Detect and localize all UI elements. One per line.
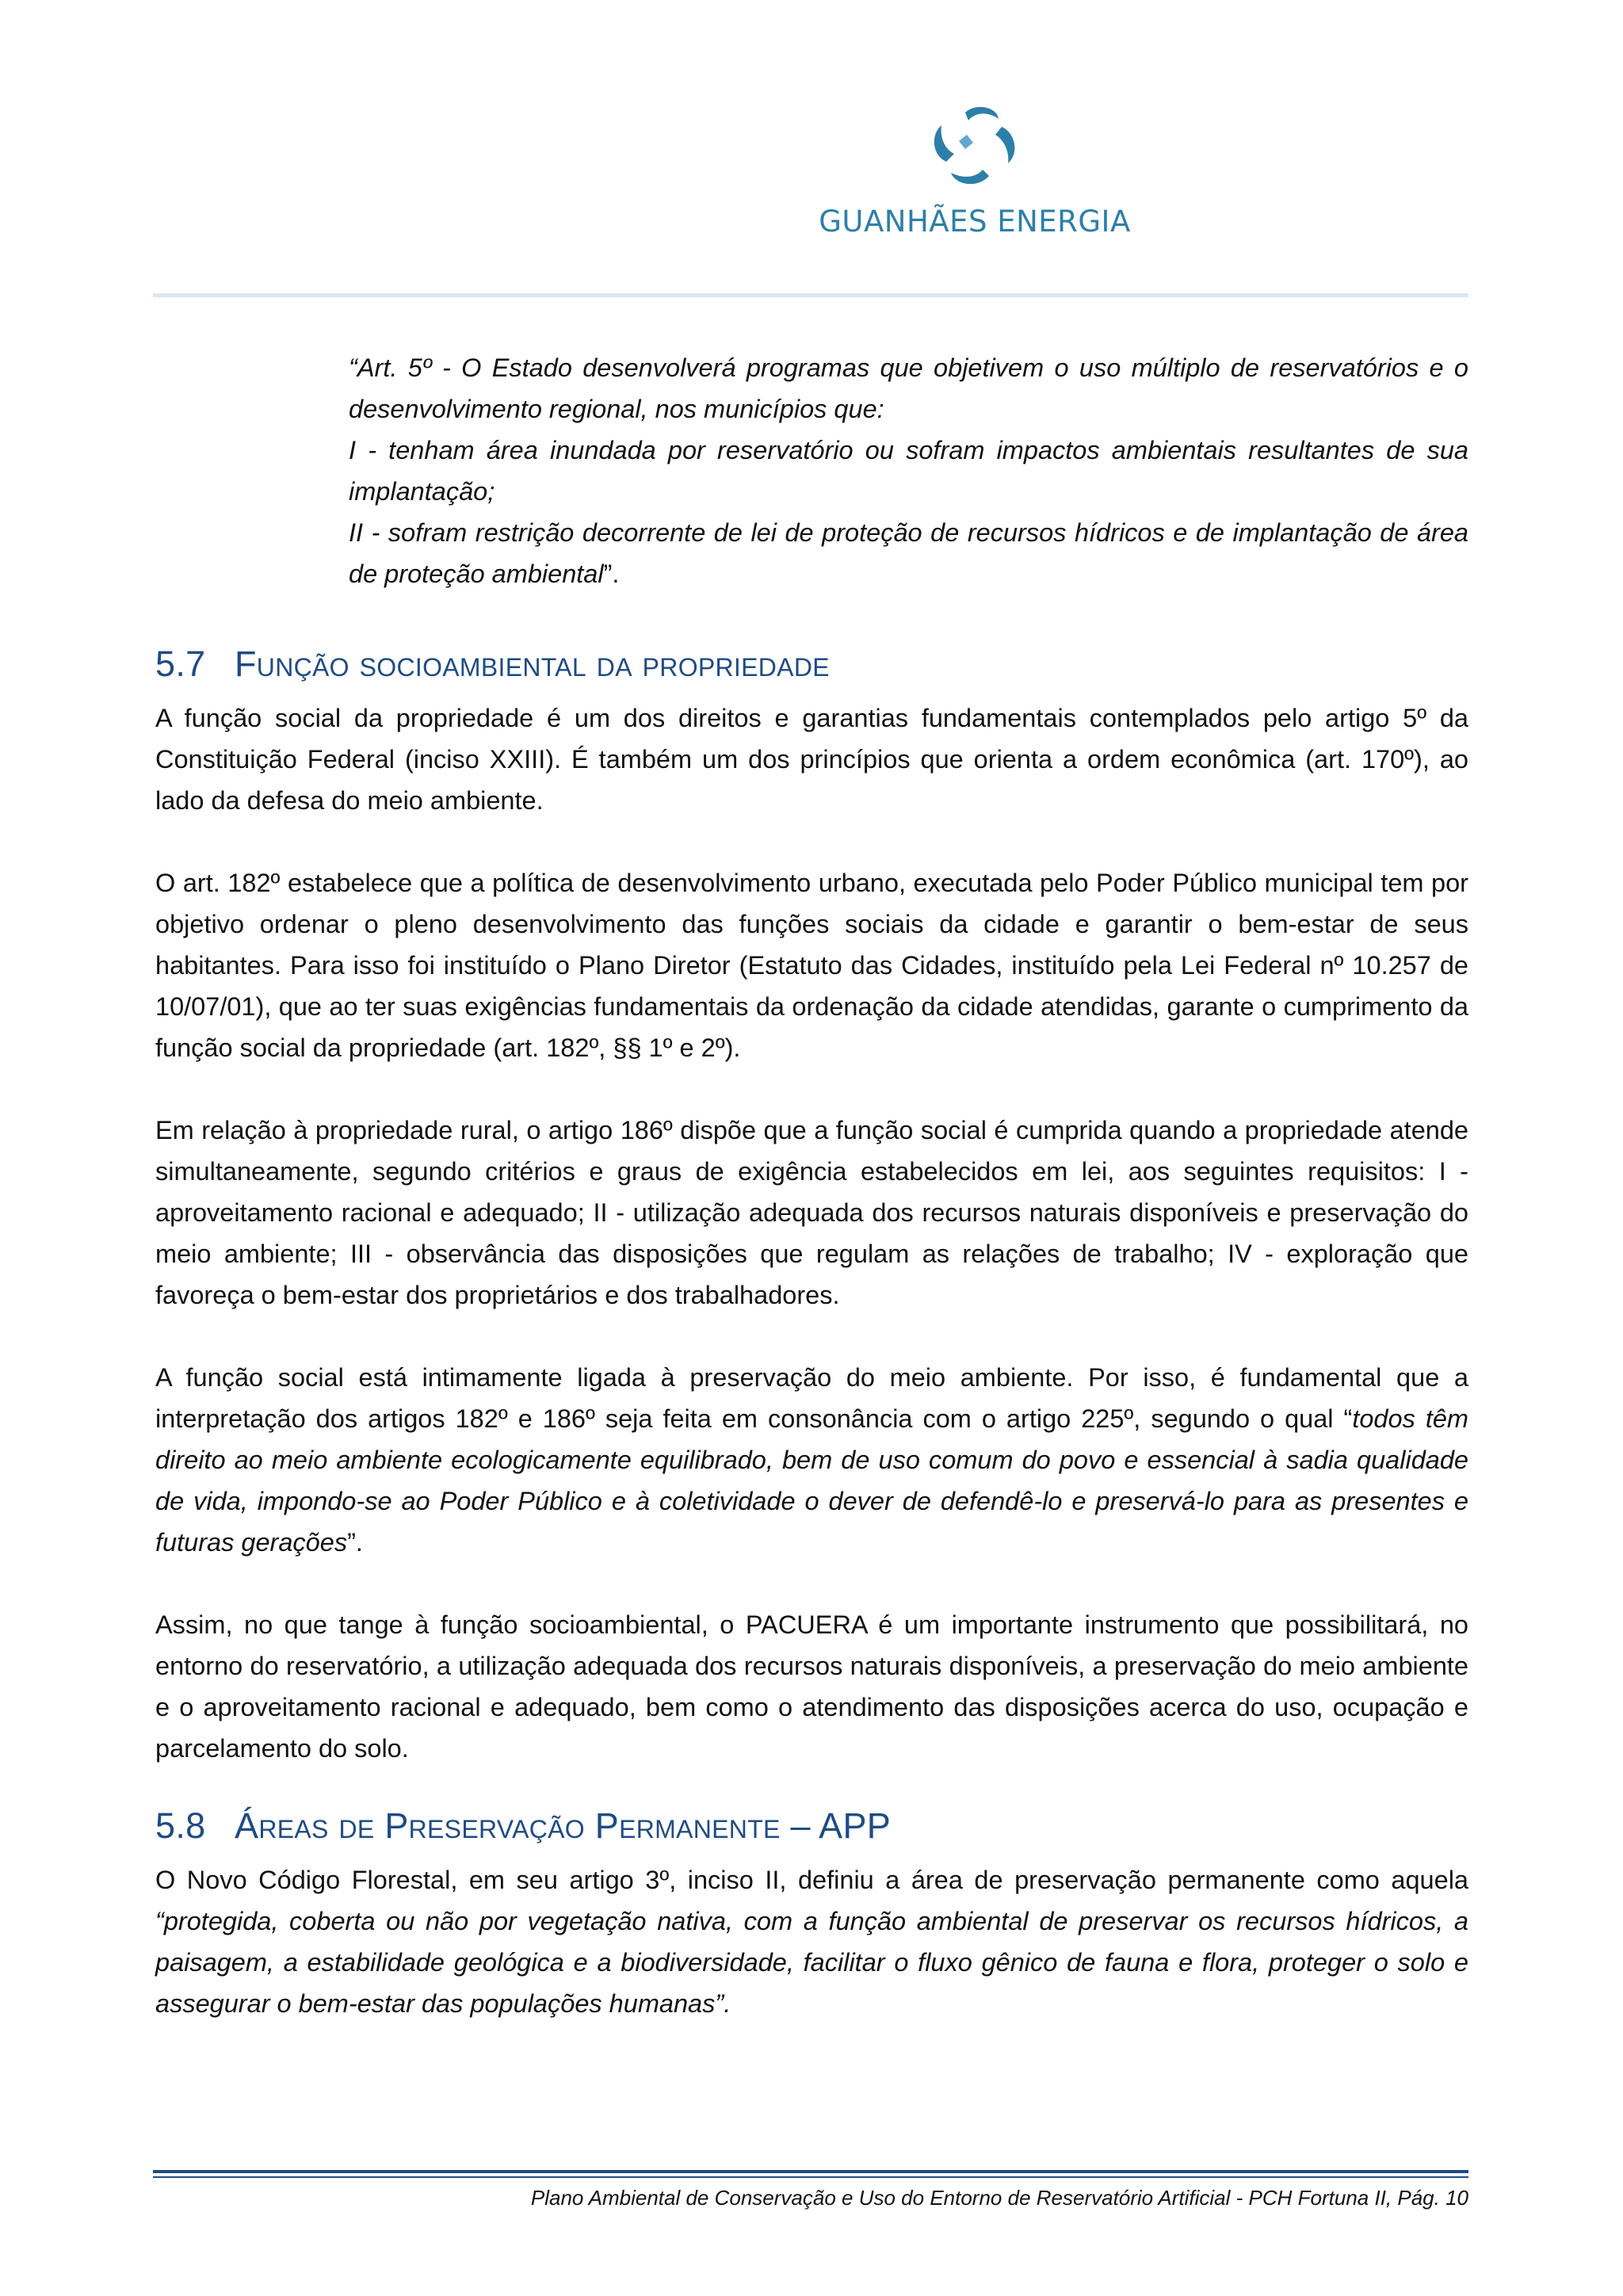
- section-heading-5-7: [155, 640, 1468, 688]
- paragraph: Assim, no que tange à função socioambiental, o PACUERA é um importante instrumento que possibilitará, no entorno do reservatório, a utilização adequada dos recursos naturais disponíveis, a preservação do meio ambiente e o aproveitamento racional e adequado, bem como o atendimento das disposições acerca do uso, ocupação e parcelamento do solo.: [155, 1610, 1468, 1763]
- quote-closing-mark: ”.: [603, 560, 620, 588]
- footer-divider: [153, 2170, 1468, 2173]
- paragraph-text: A função social está intimamente ligada à preservação do meio ambiente. Por isso, é fundamental que a interpretação dos artigos 182º e 186º seja feita em consonância com o artigo 225º, segundo o qual “: [155, 1363, 1468, 1433]
- company-logo: [816, 103, 1133, 246]
- law-quote-block: [349, 347, 1468, 594]
- forest-code-quote: “protegida, coberta ou não por vegetação nativa, com a função ambiental de preservar os recursos hídricos, a paisagem, a estabilidade geológica e a biodiversidade, facilitar o fluxo gênico de fauna e flora, proteger o solo e assegurar o bem-estar das populações humanas”.: [155, 1907, 1468, 2018]
- paragraph: Em relação à propriedade rural, o artigo 186º dispõe que a função social é cumprida quando a propriedade atende simultaneamente, segundo critérios e graus de exigência estabelecidos em lei, aos seguintes requisitos: I - aproveitamento racional e adequado; II - utilização adequada dos recursos naturais disponíveis e preservação do meio ambiente; III - observância das disposições que regulam as relações de trabalho; IV - exploração que favoreça o bem-estar dos proprietários e dos trabalhadores.: [155, 1116, 1468, 1309]
- quote-item-ii: [349, 512, 1468, 594]
- paragraph-text-end: ”.: [347, 1528, 363, 1557]
- paragraph: A função social da propriedade é um dos direitos e garantias fundamentais contemplados pelo artigo 5º da Constituição Federal (inciso XXIII). É também um dos princípios que orienta a ordem econômica (art. 170º), ao lado da defesa do meio ambiente.: [155, 704, 1468, 815]
- section-heading-5-8: [155, 1802, 1468, 1850]
- paragraph: [155, 1357, 1468, 1563]
- paragraph-text: O Novo Código Florestal, em seu artigo 3º, inciso II, definiu a área de preservação permanente como aquela: [155, 1866, 1468, 1894]
- section-title: Áreas de Preservação Permanente – APP: [235, 1805, 892, 1846]
- quote-article-line: “Art. 5º - O Estado desenvolverá programas que objetivem o uso múltiplo de reservatórios e o desenvolvimento regional, nos municípios que:: [349, 353, 1468, 423]
- header-divider: [153, 293, 1468, 297]
- section-number: 5.7: [155, 644, 206, 684]
- paragraph: [155, 1859, 1468, 2024]
- guanhaes-energia-logo-icon: [919, 103, 1030, 198]
- document-body: [155, 347, 1468, 2024]
- quote-item-i: I - tenham área inundada por reservatório ou sofram impactos ambientais resultantes de sua implantação;: [349, 436, 1468, 506]
- section-number: 5.8: [155, 1805, 206, 1846]
- footer-divider-thin: [153, 2176, 1468, 2178]
- quote-item-ii-text: II - sofram restrição decorrente de lei de proteção de recursos hídricos e de implantação de área de proteção ambiental: [349, 518, 1468, 588]
- page-footer: Plano Ambiental de Conservação e Uso do Entorno de Reservatório Artificial - PCH Fortuna II, Pág. 10: [530, 2186, 1468, 2210]
- constitution-quote: todos têm direito ao meio ambiente ecologicamente equilibrado, bem de uso comum do povo e essencial à sadia qualidade de vida, impondo-se ao Poder Público e à coletividade o dever de defendê-lo e preservá-lo para as presentes e futuras gerações: [155, 1404, 1468, 1557]
- logo-wordmark: GUANHÃES ENERGIA: [819, 204, 1131, 239]
- paragraph: O art. 182º estabelece que a política de desenvolvimento urbano, executada pelo Poder Público municipal tem por objetivo ordenar o pleno desenvolvimento das funções sociais da cidade e garantir o bem-estar de seus habitantes. Para isso foi instituído o Plano Diretor (Estatuto das Cidades, instituído pela Lei Federal nº 10.257 de 10/07/01), que ao ter suas exigências fundamentais da ordenação da cidade atendidas, garante o cumprimento da função social da propriedade (art. 182º, §§ 1º e 2º).: [155, 869, 1468, 1062]
- section-title: Função socioambiental da propriedade: [235, 644, 830, 684]
